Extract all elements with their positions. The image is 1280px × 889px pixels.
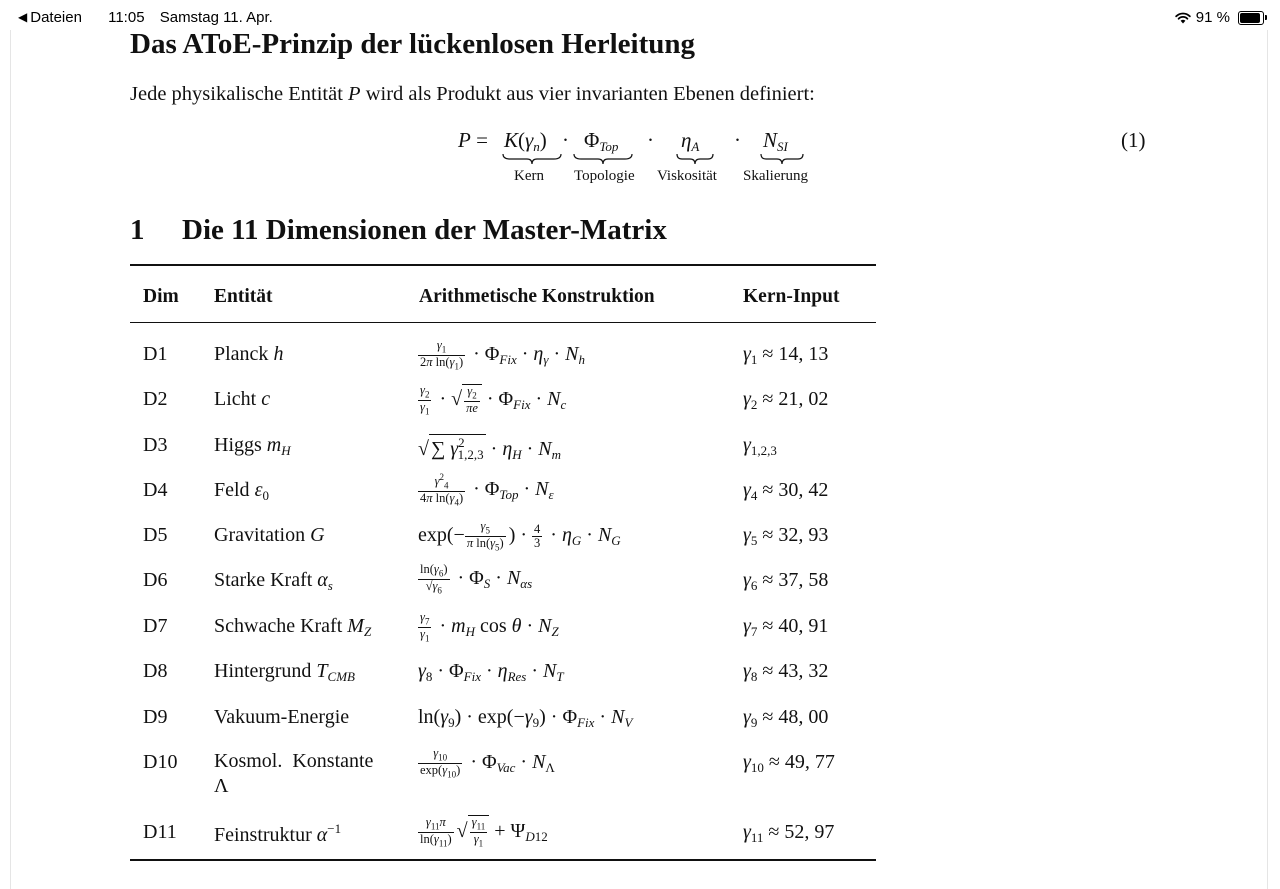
- column-header-kern-input: Kern-Input: [743, 286, 840, 307]
- brace-label-kern: Kern: [514, 168, 544, 184]
- equation-dot: ·: [734, 128, 741, 152]
- intro-paragraph: [130, 83, 815, 106]
- cell-dim: D2: [143, 388, 168, 410]
- document-title: Das AToE-Prinzip der lückenlosen Herleitung: [130, 28, 696, 60]
- cell-entity: Licht c: [214, 388, 271, 410]
- table-row: [130, 746, 876, 811]
- battery-percent: 91 %: [1195, 9, 1230, 26]
- equation-term-viskositaet: $\eta_A$: [681, 128, 700, 154]
- equation-term-topologie: $\Phi_{Top}$: [584, 128, 619, 154]
- equation-term-skalierung: $N_{SI}$: [763, 128, 788, 154]
- cell-entity: Schwache Kraft $M_Z$: [214, 615, 372, 639]
- cell-dim: D9: [143, 706, 168, 728]
- equation-block: [458, 128, 858, 188]
- back-triangle-icon: ◀: [18, 10, 28, 24]
- underbrace: [502, 153, 562, 165]
- underbrace: [676, 153, 714, 165]
- cell-kern: $\gamma_7 \approx 40$, 91: [743, 615, 829, 639]
- brace-label-topologie: Topologie: [574, 168, 635, 184]
- underbrace: [760, 153, 804, 165]
- cell-construction: $\frac{\gamma_{11}\pi}{\ln(\gamma_{11})}$ √ $\frac{\gamma_{11}}{\gamma_1}$ + $\Psi_{D12}$: [420, 815, 548, 849]
- underbrace: [573, 153, 633, 165]
- clock-time: 11:05: [108, 9, 145, 26]
- cell-dim: D5: [143, 524, 168, 546]
- table-header-row: [130, 266, 876, 322]
- page-edge-left: [10, 30, 11, 889]
- cell-construction: $\ln(\gamma_9) \cdot \exp(-\gamma_9) \cdot \Phi_{Fix} \cdot N_V$: [418, 706, 633, 730]
- section-title: Die 11 Dimensionen der Master-Matrix: [182, 214, 667, 246]
- table-row: [130, 706, 876, 746]
- cell-kern: $\gamma_{11} \approx 52$, 97: [743, 821, 835, 845]
- battery-icon: [1238, 11, 1264, 25]
- table-row: [130, 338, 876, 383]
- cell-entity: Planck h: [214, 343, 284, 365]
- cell-entity: Feinstruktur $\alpha^{-1}$: [214, 821, 342, 846]
- back-label: Dateien: [30, 9, 82, 26]
- cell-entity: Vakuum-Energie: [214, 706, 350, 728]
- cell-kern: $\gamma_2 \approx 21$, 02: [743, 388, 829, 412]
- cell-dim: D7: [143, 615, 168, 637]
- cell-construction: √ ∑ $\gamma^2_{1,2,3} \cdot \eta_H \cdot N_m$: [418, 435, 562, 462]
- cell-dim: D10: [143, 751, 178, 773]
- cell-dim: D4: [143, 479, 168, 501]
- intro-variable: P: [348, 83, 361, 105]
- cell-entity: Feld $\varepsilon_0$: [214, 479, 269, 503]
- cell-kern: $\gamma_1 \approx 14$, 13: [743, 343, 829, 367]
- equation-term-kern: $K(\gamma_n)$: [504, 128, 547, 154]
- cell-kern: $\gamma_5 \approx 32$, 93: [743, 524, 829, 548]
- table-row: [130, 519, 876, 564]
- table-row: [130, 383, 876, 428]
- cell-construction: $\frac{\gamma_1}{2\pi \ln(\gamma_1)}$ · $\Phi_{Fix} \cdot \eta_\gamma \cdot N_h$: [420, 338, 585, 372]
- brace-label-skalierung: Skalierung: [743, 168, 808, 184]
- cell-construction: exp(− $\frac{\gamma_5}{\pi \ln(\gamma_5)}$ ) · $\frac{4}{3}$ · $\eta_G \cdot N_G$: [418, 519, 621, 553]
- cell-construction: $\frac{\gamma_2}{\gamma_1}$ · √ $\frac{\gamma_2}{\pi e}$ · $\Phi_{Fix} \cdot N_c$: [420, 383, 567, 417]
- intro-text-after: wird als Produkt aus vier invarianten Ebenen definiert:: [360, 83, 815, 105]
- wifi-icon: [1175, 12, 1191, 24]
- cell-dim: D11: [143, 821, 177, 843]
- equation-lhs: P =: [458, 128, 488, 152]
- status-date: Samstag 11. Apr.: [159, 9, 273, 26]
- section-heading: [130, 214, 667, 247]
- battery-level-fill: [1240, 13, 1260, 23]
- cell-dim: D1: [143, 343, 168, 365]
- section-number: 1: [130, 214, 145, 246]
- master-matrix-table: [130, 264, 876, 861]
- cell-kern: $\gamma_8 \approx 43$, 32: [743, 660, 829, 684]
- cell-entity: Hintergrund $T_{CMB}$: [214, 660, 355, 684]
- column-header-konstruktion: Arithmetische Konstruktion: [419, 286, 655, 307]
- cell-dim: D6: [143, 569, 168, 591]
- cell-entity: Gravitation G: [214, 524, 325, 546]
- table-row: [130, 472, 876, 519]
- page-edge-right: [1267, 30, 1268, 889]
- table-row: [130, 562, 876, 609]
- table-row: [130, 660, 876, 700]
- cell-construction: $\gamma_8 \cdot \Phi_{Fix} \cdot \eta_{Res} \cdot N_T$: [418, 660, 564, 684]
- cell-dim: D8: [143, 660, 168, 682]
- table-row: [130, 434, 876, 474]
- table-body: [130, 323, 876, 859]
- cell-entity: Kosmol. Konstante Λ: [214, 750, 374, 797]
- column-header-entitaet: Entität: [214, 286, 273, 307]
- cell-kern: $\gamma_4 \approx 30$, 42: [743, 479, 829, 503]
- brace-label-viskositaet: Viskosität: [657, 168, 717, 184]
- intro-text-before: Jede physikalische Entität: [130, 83, 349, 105]
- cell-construction: $\frac{\gamma^2_4}{4\pi \ln(\gamma_4)}$ · $\Phi_{Top} \cdot N_\varepsilon$: [420, 472, 554, 508]
- table-row: [130, 815, 876, 861]
- back-to-files-link[interactable]: [18, 9, 97, 26]
- cell-construction: $\frac{\gamma_7}{\gamma_1}$ · $m_H$ $\cos \theta \cdot N_Z$: [420, 610, 559, 644]
- equation-dot: ·: [647, 128, 654, 152]
- cell-kern: $\gamma_{1,2,3}$: [743, 434, 777, 458]
- cell-dim: D3: [143, 434, 168, 456]
- equation-dot: ·: [562, 128, 569, 152]
- column-header-dim: Dim: [143, 286, 179, 307]
- cell-construction: $\frac{\ln(\gamma_6)}{√\gamma_6}$ · $\Phi_S \cdot N_{\alpha s}$: [420, 562, 533, 596]
- cell-kern: $\gamma_{10} \approx 49$, 77: [743, 751, 835, 775]
- cell-entity: Starke Kraft $\alpha_s$: [214, 569, 333, 593]
- cell-kern: $\gamma_9 \approx 48$, 00: [743, 706, 829, 730]
- equation-number: (1): [1121, 128, 1146, 152]
- cell-construction: $\frac{\gamma_{10}}{\exp(\gamma_{10})}$ · $\Phi_{Vac} \cdot N_\Lambda$: [420, 746, 555, 780]
- cell-kern: $\gamma_6 \approx 37$, 58: [743, 569, 829, 593]
- table-row: [130, 610, 876, 655]
- cell-entity: Higgs $m_H$: [214, 434, 291, 458]
